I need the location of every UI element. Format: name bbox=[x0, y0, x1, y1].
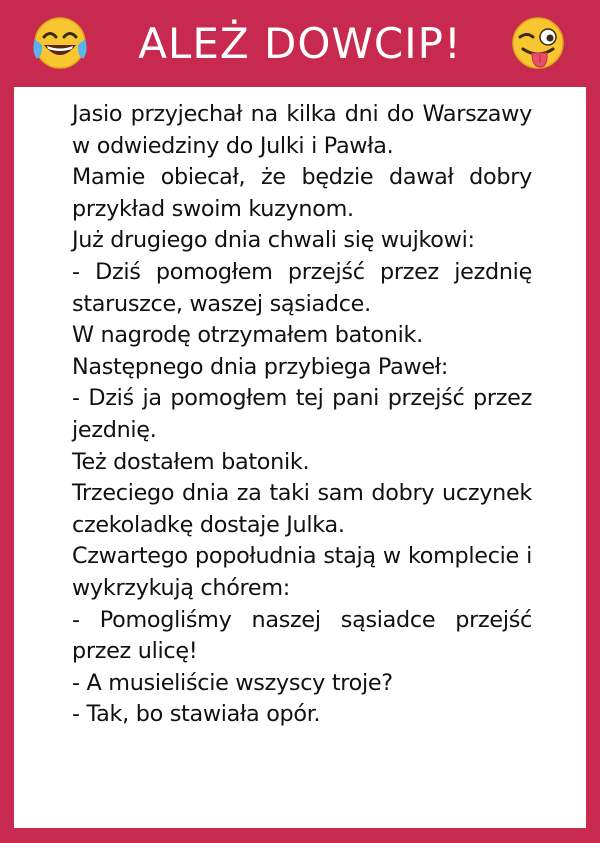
joke-line: - Pomogliśmy naszej sąsiadce przejść przez ulicę! bbox=[72, 606, 532, 665]
joke-line: Już drugiego dnia chwali się wujkowi: bbox=[72, 227, 475, 254]
tears-of-joy-emoji-icon bbox=[32, 15, 88, 71]
joke-line: - Dziś ja pomogłem tej pani przejść przez jezdnię. bbox=[72, 385, 532, 443]
joke-line: - Tak, bo stawiała opór. bbox=[72, 701, 321, 728]
joke-line: Następnego dnia przybiega Paweł: bbox=[72, 353, 449, 380]
winking-tongue-emoji-icon bbox=[510, 15, 566, 71]
joke-line: - Dziś pomogłem przejść przez jezdnię staruszce, waszej sąsiadce. bbox=[72, 258, 532, 317]
joke-line: Też dostałem batonik. bbox=[72, 448, 310, 475]
joke-line: Trzeciego dnia za taki sam dobry uczynek czekoladkę dostaje Julka. bbox=[72, 480, 532, 538]
joke-card bbox=[14, 87, 586, 828]
joke-line: Czwartego popołudnia stają w komplecie i wykrzykują chórem: bbox=[72, 543, 532, 601]
joke-text bbox=[72, 99, 532, 731]
joke-line: - A musieliście wszyscy troje? bbox=[72, 669, 393, 696]
joke-line: W nagrodę otrzymałem batonik. bbox=[72, 322, 423, 349]
header-banner bbox=[0, 0, 600, 86]
joke-line: Jasio przyjechał na kilka dni do Warszawy w odwiedziny do Julki i Pawła. bbox=[72, 101, 532, 159]
joke-line: Mamie obiecał, że będzie dawał dobry przykład swoim kuzynom. bbox=[72, 164, 532, 222]
page-title: ALEŻ DOWCIP! bbox=[138, 19, 462, 68]
